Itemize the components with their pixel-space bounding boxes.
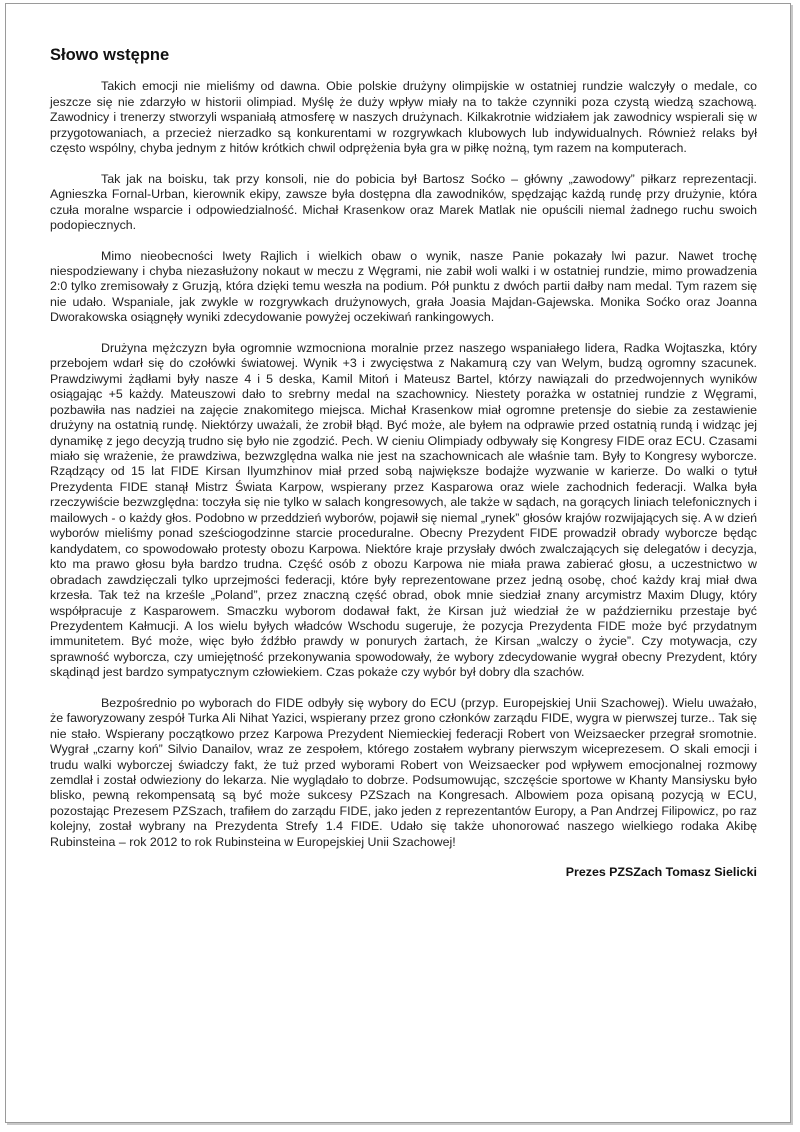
document-page <box>5 3 791 1123</box>
paragraph: Bezpośrednio po wyborach do FIDE odbyły się wybory do ECU (przyp. Europejskiej Unii Szachowej). Wielu uważało, że faworyzowany zespół Turka Ali Nihat Yazici, wspierany przez grono członków zarządu FIDE, wygra w pierwszej turze.. Tak się nie stało. Wspierany początkowo przez Karpowa Prezydent Niemieckiej federacji Robert von Weizsaecker przegrał sromotnie. Wygrał „czarny koń” Silvio Danailov, wraz ze zespołem, którego zostałem wybrany pierwszym wiceprezesem. O skali emocji i trudu walki wyborczej świadczy fakt, że tuż przed wyborami Robert von Weizsaecker pod wpływem emocjonalnej rozmowy zemdlał i został odwieziony do lekarza. Nie wyglądało to dobrze. Podsumowując, szczęście sportowe w Khanty Mansiysku było blisko, pewną rekompensatą są być może sukcesy PZSzach na Kongresach. Albowiem poza opisaną pozycją w ECU, pozostając Prezesem PZSzach, trafiłem do zarządu FIDE, jako jeden z reprezentantów Europy, a Pan Andrzej Filipowicz, po raz kolejny, został wybrany na Prezydenta Strefy 1.4 FIDE. Udało się także uhonorować naszego wielkiego rodaka Akibę Rubinsteina – rok 2012 to rok Rubinsteina w Europejskiej Unii Szachowej! <box>50 695 757 849</box>
paragraph: Tak jak na boisku, tak przy konsoli, nie do pobicia był Bartosz Soćko – główny „zawodowy” piłkarz reprezentacji. Agnieszka Fornal-Urban, kierownik ekipy, zawsze była dostępna dla zawodników, spędzając każdą rundę przy drużynie, która czuła moralne wsparcie i odpowiedzialność. Michał Krasenkow oraz Marek Matlak nie opuścili niemal żadnego ruchu swoich podopiecznych. <box>50 171 757 233</box>
paragraph: Takich emocji nie mieliśmy od dawna. Obie polskie drużyny olimpijskie w ostatniej rundzie walczyły o medale, co jeszcze się nie zdarzyło w historii olimpiad. Myślę że duży wpływ miały na to także czynniki poza czystą wiedzą szachową. Zawodnicy i trenerzy stworzyli wspaniałą atmosferę w naszych drużynach. Kilkakrotnie widziałem jak zawodnicy wspierali się w przygotowaniach, a przecież nierzadko są konkurentami w rozgrywkach klubowych lub indywidualnych. Również relaks był często wspólny, chyba jednym z hitów krótkich chwil odprężenia była gra w piłkę nożną, tym razem na komputerach. <box>50 79 757 156</box>
signature: Prezes PZSZach Tomasz Sielicki <box>565 865 757 880</box>
paragraph: Mimo nieobecności Iwety Rajlich i wielkich obaw o wynik, nasze Panie pokazały lwi pazur. Nawet trochę niespodziewany i chyba niezasłużony nokaut w meczu z Węgrami, nie zabił woli walki i w ostatniej rundzie, mimo prowadzenia 2:0 tylko zremisowały z Gruzją, która dzięki temu weszła na podium. Pół punktu z dwóch partii dałby nam medal. Tym razem się nie udało. Wspaniale, jak zwykle w rozgrywkach drużynowych, grała Joasia Majdan-Gajewska. Monika Soćko oraz Joanna Dworakowska osiągnęły wyniki zdecydowanie powyżej oczekiwań rankingowych. <box>50 248 757 325</box>
paragraph: Drużyna mężczyzn była ogromnie wzmocniona moralnie przez naszego wspaniałego lidera, Radka Wojtaszka, który przebojem wdarł się do czołówki światowej. Wynik +3 i zwycięstwa z Nakamurą czy van Welym, budzą ogromny szacunek. Prawdziwymi żądłami były nasze 4 i 5 deska, Kamil Mitoń i Mateusz Bartel, którzy nawiązali do przedwojennych wyników osiągając +5 każdy. Mateuszowi dało to srebrny medal na szachownicy. Niestety porażka w ostatniej rundzie z Węgrami, pozbawiła nas nadziei na zajęcie znakomitego miejsca. Michał Krasenkow miał ogromne pretensje do siebie za zestawienie drużyny na ostatnią rundę. Niektórzy uważali, że zrobił błąd. Być może, ale byłem na odprawie przed ostatnią rundą i widząc jej dynamikę z jego decyzją trudno się było nie zgodzić. Pech. W cieniu Olimpiady odbywały się Kongresy FIDE oraz ECU. Czasami miało się wrażenie, że prawdziwa, bezwzględna walka nie jest na szachownicach ale właśnie tam. Były to Kongresy wyborcze. Rządzący od 15 lat FIDE Kirsan Ilyumzhinov miał przed sobą największe bodajże wyzwanie w karierze. Do walki o tytuł Prezydenta FIDE stanął Mistrz Świata Karpow, wspierany przez Kasparowa oraz wiele zachodnich federacji. Walka była rzeczywiście bezwzględna: toczyła się nie tylko w salach kongresowych, ale także w sądach, na gorących liniach telefonicznych i mailowych - o każdy głos. Podobno w przeddzień wyborów, pojawił się niemal „rynek” głosów krajów rozwijających się. A w dzień wyborów mieliśmy ponad sześciogodzinne starcie proceduralne. Obecny Prezydent FIDE prowadził obrady wyborcze będąc kandydatem, co spowodowało protesty obozu Karpowa. Niektóre kraje przysłały dwóch zwalczających się delegatów i decyzja, kto ma prawo głosu była bardzo trudna. Część osób z obozu Karpowa nie miała prawa zabierać głosu, a uczestnictwo w obradach zawdzięczali tylko uprzejmości federacji, które były reprezentowane przez jedną osobę, choć każdy kraj miał dwa krzesła. Tak też na krześle „Poland”, przez znaczną część obrad, obok mnie siedział znany arcymistrz Maxim Dlugy, który współpracuje z Kasparowem. Smaczku wyborom dodawał fakt, że Kirsan już wiedział że w październiku przestaje być Prezydentem Kałmucji. A los wielu byłych władców Wschodu sugeruje, że pozycja Prezydenta FIDE może być przydatnym immunitetem. Być może, więc było źdźbło prawdy w ponurych żartach, że Kirsan „walczy o życie”. Czy motywacja, czy sprawność wyborcza, czy umiejętność przekonywania spowodowały, że wybory zdecydowanie wygrał obecny Prezydent, który skądinąd jest bardzo sympatycznym człowiekiem. Czas pokaże czy wybór był dobry dla szachów. <box>50 340 757 680</box>
document-content <box>50 48 757 881</box>
document-title: Słowo wstępne <box>50 46 170 64</box>
